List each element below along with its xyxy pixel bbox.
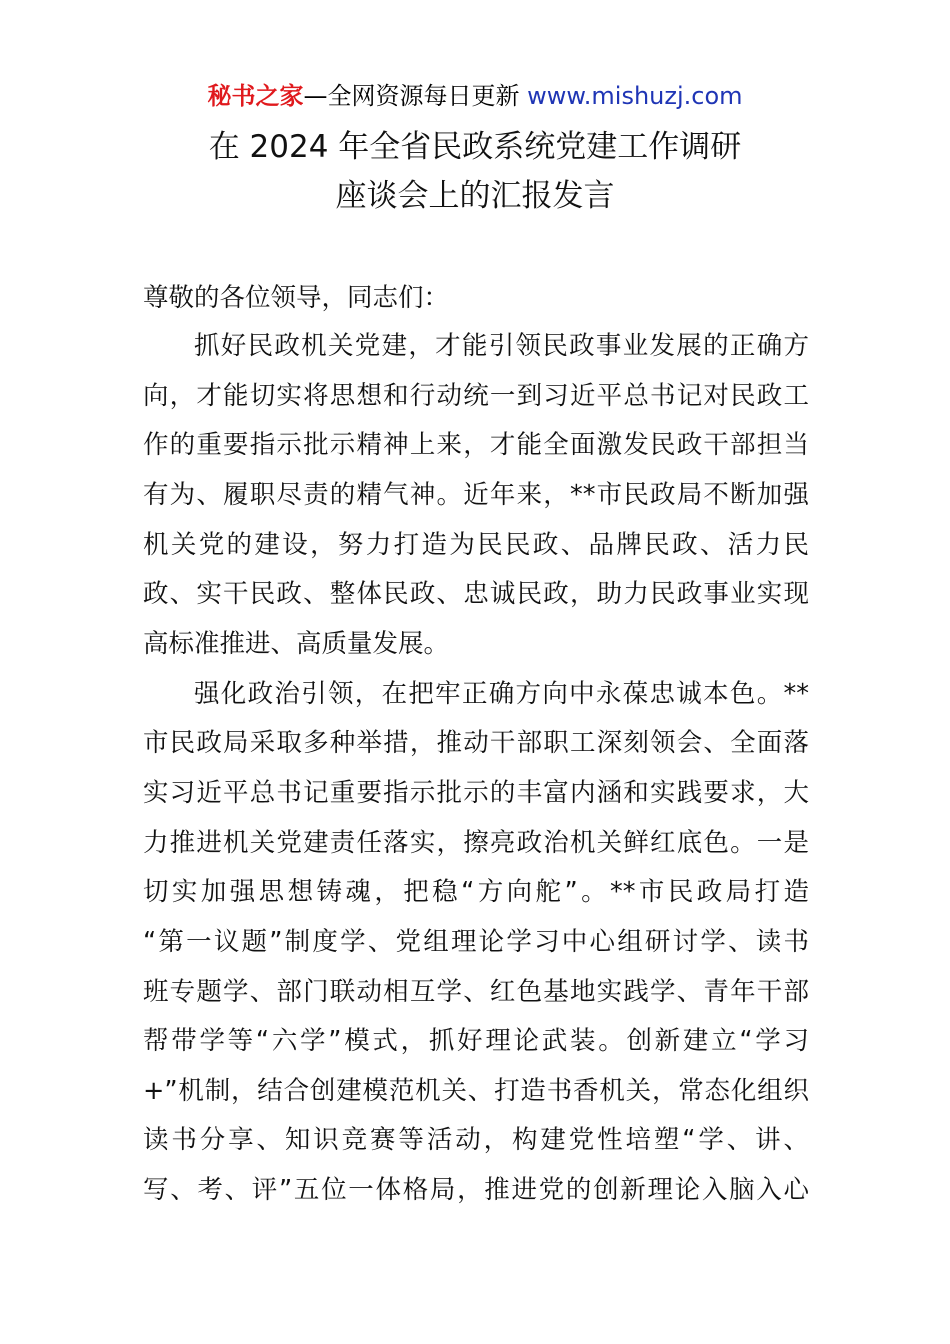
paragraph-2-line: 市民政局采取多种举措，推动干部职工深刻领会、全面落 — [143, 728, 809, 758]
paragraph-1-line: 作的重要指示批示精神上来，才能全面激发民政干部担当 — [143, 430, 809, 460]
paragraph-1-line: 政、实干民政、整体民政、忠诚民政，助力民政事业实现 — [143, 579, 809, 609]
site-name: 秘书之家 — [207, 82, 304, 110]
paragraph-1-line: 机关党的建设，努力打造为民民政、品牌民政、活力民 — [143, 530, 809, 560]
paragraph-2-line: 切实加强思想铸魂，把稳“方向舵”。**市民政局打造 — [143, 877, 809, 907]
paragraph-2-line: 力推进机关党建责任落实，擦亮政治机关鲜红底色。一是 — [143, 828, 809, 858]
paragraph-2-line: +”机制，结合创建模范机关、打造书香机关，常态化组织 — [143, 1076, 809, 1106]
paragraph-2-line: 写、考、评”五位一体格局，推进党的创新理论入脑入心 — [143, 1175, 809, 1205]
paragraph-1-line: 有为、履职尽责的精气神。近年来，**市民政局不断加强 — [143, 480, 809, 510]
document-title-line-2: 座谈会上的汇报发言 — [335, 178, 615, 214]
paragraph-2-line: 实习近平总书记重要指示批示的丰富内涵和实践要求，大 — [143, 778, 809, 808]
paragraph-2-line: 班专题学、部门联动相互学、红色基地实践学、青年干部 — [143, 977, 809, 1007]
site-url-link[interactable]: www.mishuzj.com — [527, 82, 743, 110]
paragraph-1-line: 高标准推进、高质量发展。 — [143, 629, 450, 659]
paragraph-2-line: 强化政治引领，在把牢正确方向中永葆忠诚本色。** — [194, 679, 809, 709]
paragraph-1-line: 抓好民政机关党建，才能引领民政事业发展的正确方 — [194, 331, 809, 361]
paragraph-2-line: “第一议题”制度学、党组理论学习中心组研讨学、读书 — [143, 927, 809, 957]
greeting: 尊敬的各位领导，同志们： — [143, 283, 450, 313]
site-tagline: —全网资源每日更新 — [303, 82, 520, 110]
document-title-line-1: 在 2024 年全省民政系统党建工作调研 — [208, 129, 742, 165]
paragraph-1-line: 向，才能切实将思想和行动统一到习近平总书记对民政工 — [143, 381, 809, 411]
site-banner — [0, 78, 950, 114]
paragraph-2-line: 帮带学等“六学”模式，抓好理论武装。创新建立“学习 — [143, 1026, 809, 1056]
paragraph-2-line: 读书分享、知识竞赛等活动，构建党性培塑“学、讲、 — [143, 1125, 809, 1155]
